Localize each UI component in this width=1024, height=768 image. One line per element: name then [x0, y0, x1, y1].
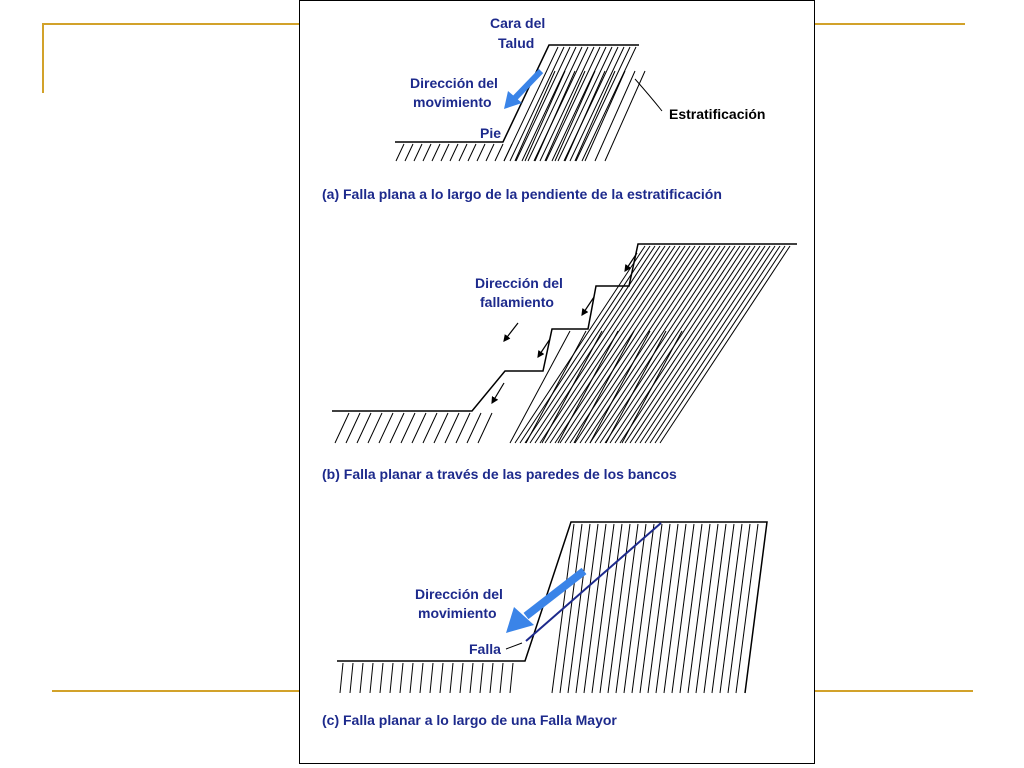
base-hatch-line	[414, 144, 422, 161]
base-hatch-line	[340, 663, 343, 693]
base-hatch-line	[467, 413, 481, 443]
caption-a: (a) Falla plana a lo largo de la pendiente de la estratificación	[322, 186, 722, 202]
base-hatch-line	[477, 144, 485, 161]
base-hatch-line	[370, 663, 373, 693]
base-hatch-line	[470, 663, 473, 693]
base-hatch-line	[357, 413, 371, 443]
bedding-line	[622, 331, 682, 443]
caption-b: (b) Falla planar a través de las paredes de los bancos	[322, 466, 677, 482]
label-direction-b-1: Dirección del	[475, 275, 563, 291]
bedding-hatch-a	[504, 47, 645, 161]
bottom-accent-line-left	[52, 690, 299, 692]
base-hatch-line	[368, 413, 382, 443]
base-hatch-line	[456, 413, 470, 443]
base-hatch-line	[480, 663, 483, 693]
failure-diagrams-svg	[300, 1, 814, 763]
label-bedding-a: Estratificación	[669, 106, 766, 122]
base-hatch-line	[460, 663, 463, 693]
bedding-hatch-c	[340, 524, 758, 693]
base-hatch-line	[450, 144, 458, 161]
base-hatch-line	[468, 144, 476, 161]
label-direction-a-2: movimiento	[413, 94, 492, 110]
base-hatch-line	[432, 144, 440, 161]
label-slope-face-a-1: Cara del	[490, 15, 546, 31]
label-slope-face-a-2: Talud	[498, 35, 535, 51]
top-accent-line-right	[815, 23, 965, 25]
benched-slope-profile-b	[332, 244, 797, 411]
figure-panel	[299, 0, 815, 764]
bedding-line	[522, 47, 576, 161]
base-hatch-line	[510, 663, 513, 693]
movement-arrow-a	[504, 71, 541, 109]
base-hatch-line	[478, 413, 492, 443]
diagram-c	[322, 522, 767, 728]
base-hatch-line	[346, 413, 360, 443]
label-fault-c: Falla	[469, 641, 501, 657]
label-direction-b-2: fallamiento	[480, 294, 554, 310]
bedding-line	[540, 47, 594, 161]
bedding-line	[575, 71, 615, 161]
base-hatch-line	[430, 663, 433, 693]
base-hatch-line	[390, 413, 404, 443]
base-hatch-line	[401, 413, 415, 443]
base-hatch-line	[495, 144, 503, 161]
bedding-line	[605, 71, 645, 161]
base-hatch-line	[450, 663, 453, 693]
base-hatch-line	[390, 663, 393, 693]
base-hatch-a	[396, 144, 512, 161]
bedding-leader-a	[635, 79, 662, 111]
bedding-line	[570, 47, 624, 161]
left-accent-line-vertical	[42, 23, 44, 93]
base-hatch-line	[500, 663, 503, 693]
slope-profile-c	[337, 522, 767, 693]
base-hatch-line	[396, 144, 404, 161]
base-hatch-line	[412, 413, 426, 443]
base-hatch-line	[405, 144, 413, 161]
base-hatch-line	[445, 413, 459, 443]
base-hatch-line	[410, 663, 413, 693]
base-hatch-line	[379, 413, 393, 443]
base-hatch-line	[434, 413, 448, 443]
fault-leader-c	[506, 643, 522, 649]
base-hatch-line	[400, 663, 403, 693]
base-hatch-line	[486, 144, 494, 161]
bedding-line	[595, 71, 635, 161]
base-hatch-line	[441, 144, 449, 161]
label-direction-a-1: Dirección del	[410, 75, 498, 91]
base-hatch-line	[335, 413, 349, 443]
base-hatch-line	[350, 663, 353, 693]
base-hatch-line	[490, 663, 493, 693]
bottom-accent-line-right	[815, 690, 973, 692]
label-direction-c-1: Dirección del	[415, 586, 503, 602]
bedding-line	[528, 47, 582, 161]
bedding-line	[565, 71, 605, 161]
diagram-b	[322, 244, 797, 482]
top-accent-line-left	[42, 23, 299, 25]
base-hatch-line	[360, 663, 363, 693]
base-hatch-line	[423, 144, 431, 161]
base-hatch-line	[423, 413, 437, 443]
base-hatch-line	[440, 663, 443, 693]
bedding-line	[558, 47, 612, 161]
base-hatch-line	[459, 144, 467, 161]
bedding-line	[542, 331, 602, 443]
diagram-a	[322, 15, 765, 202]
label-direction-c-2: movimiento	[418, 605, 497, 621]
label-toe-a: Pie	[480, 125, 502, 141]
base-hatch-line	[380, 663, 383, 693]
caption-c: (c) Falla planar a lo largo de una Falla Mayor	[322, 712, 617, 728]
base-hatch-line	[420, 663, 423, 693]
bedding-line	[535, 71, 575, 161]
